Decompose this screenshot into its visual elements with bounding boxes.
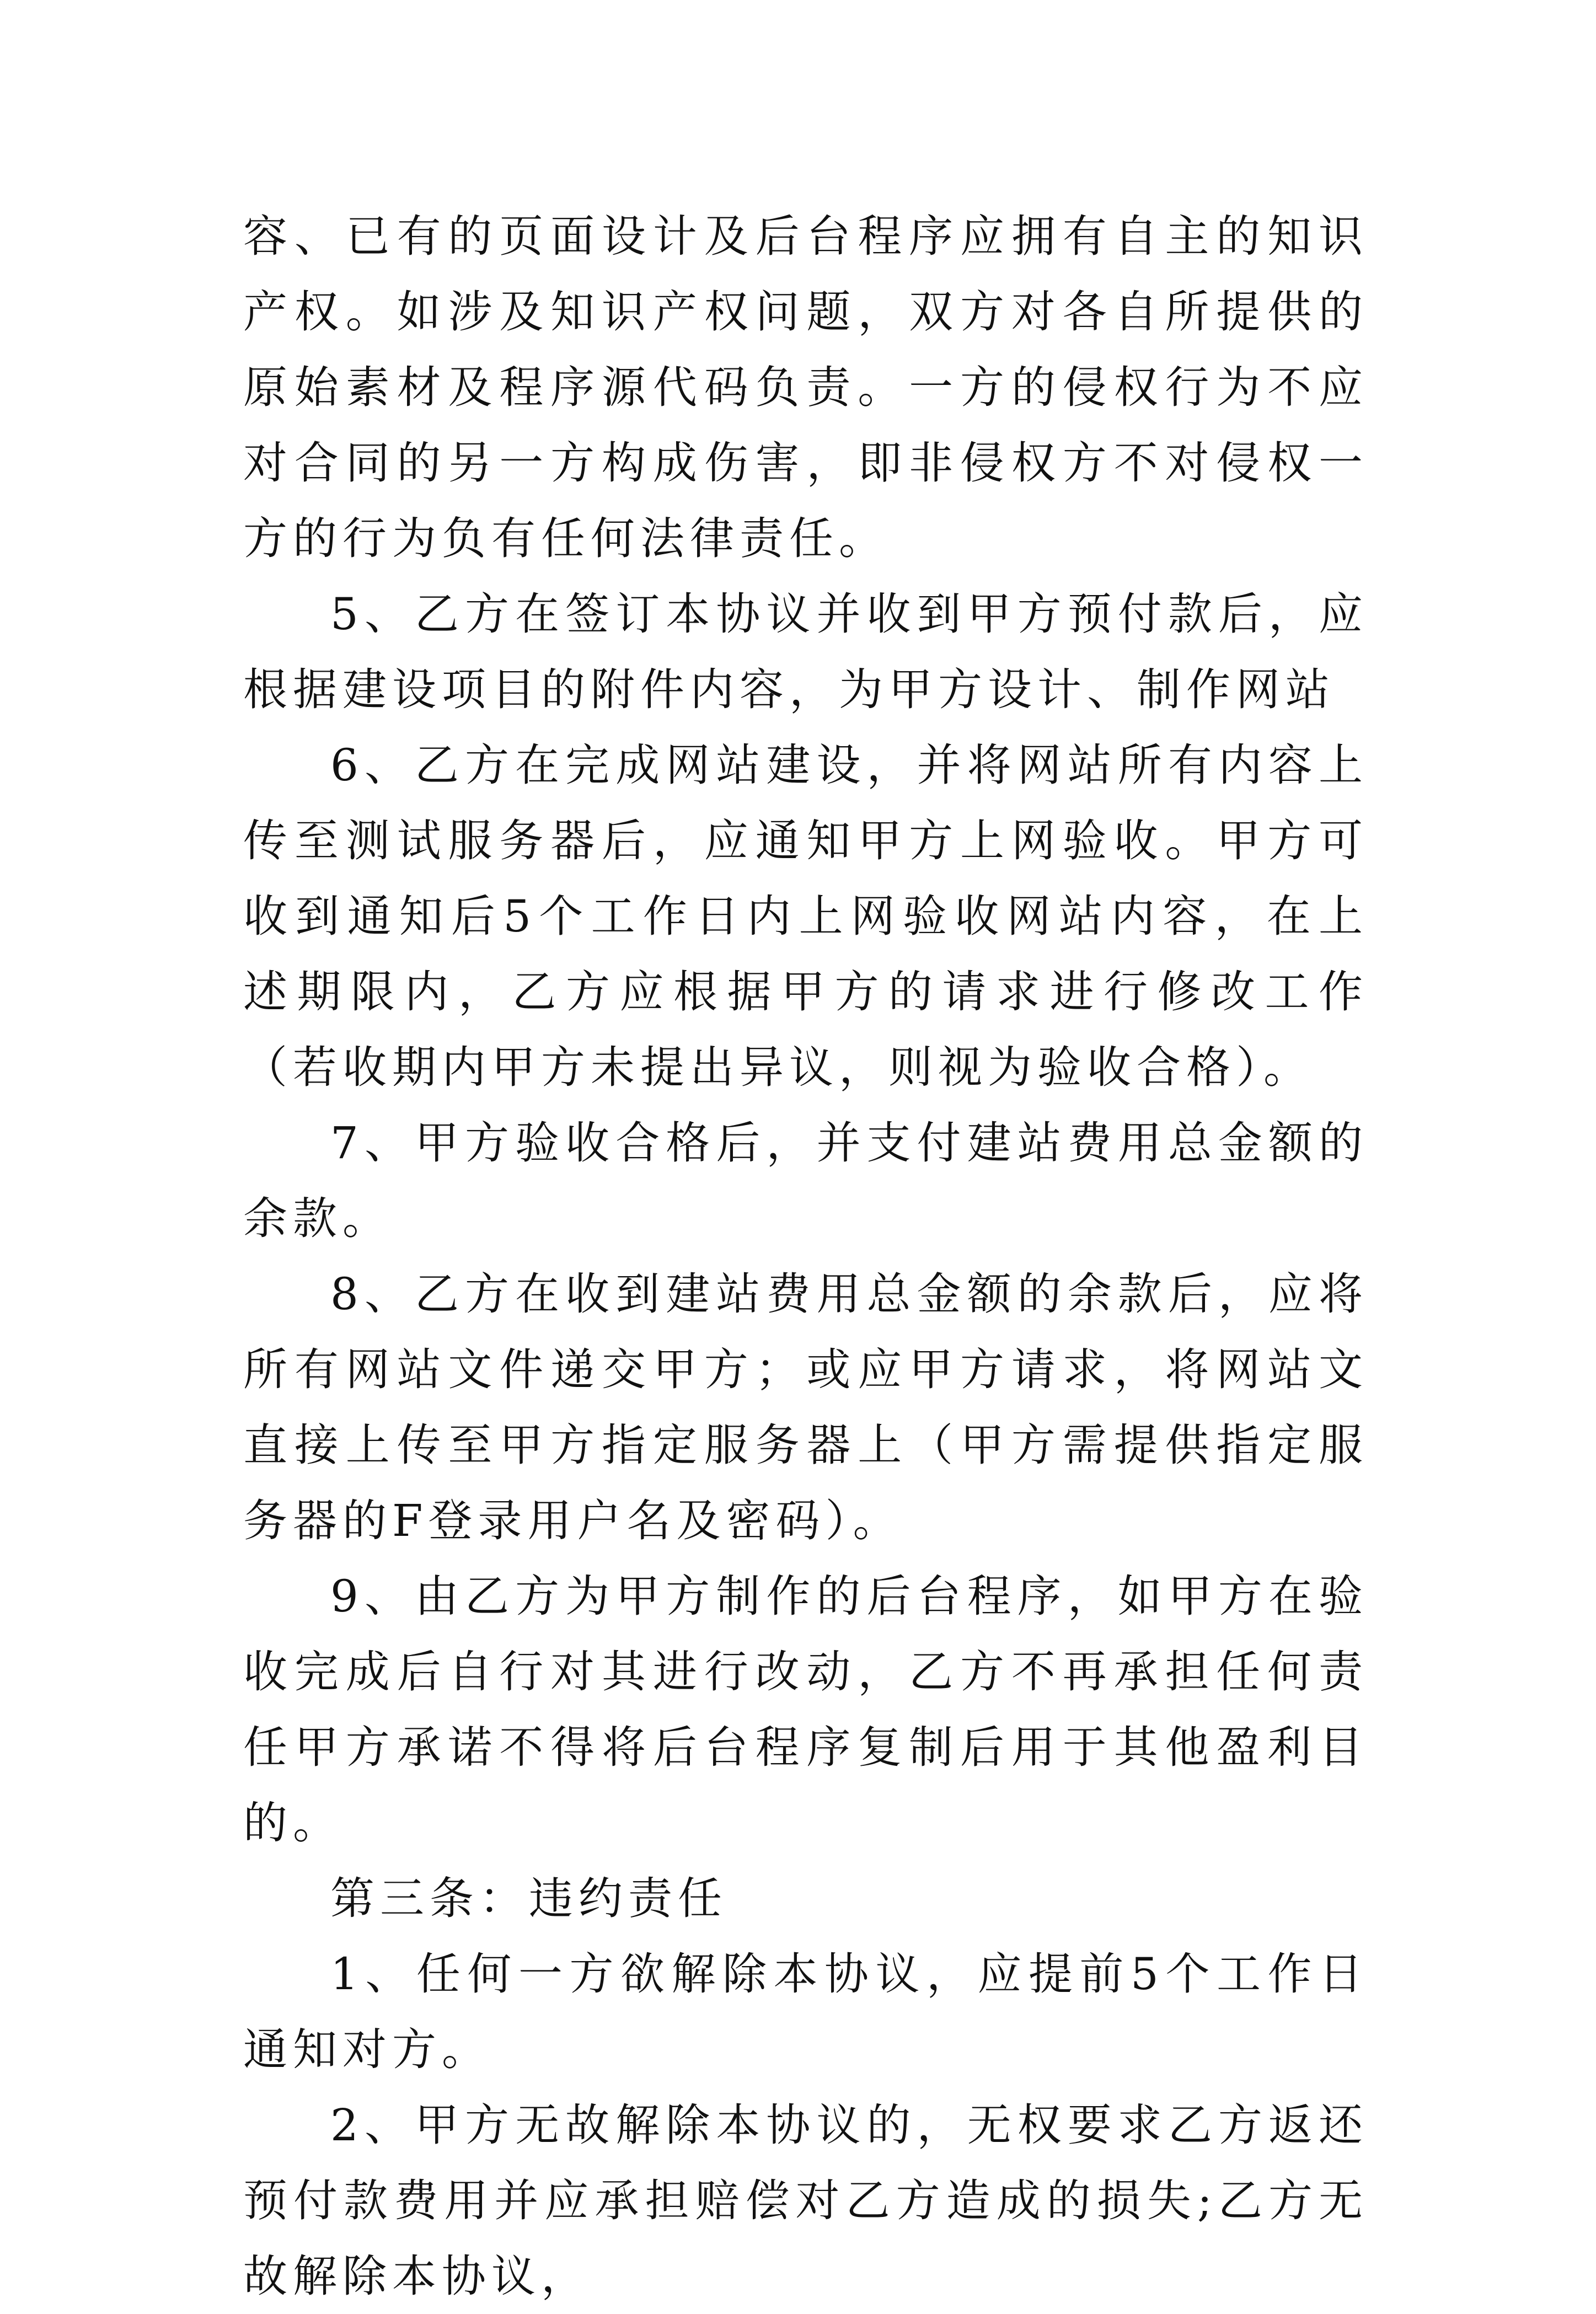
paragraph-article-3-clause-2: 2、甲方无故解除本协议的，无权要求乙方返还预付款费用并应承担赔偿对乙方造成的损失;乙方无故解除本协议，: [243, 2099, 1368, 2302]
paragraph-clause-9: 9、由乙方为甲方制作的后台程序，如甲方在验收完成后自行对其进行改动，乙方不再承担任何责任甲方承诺不得将后台程序复制后用于其他盈利目的。: [243, 1571, 1368, 1849]
paragraph-clause-7: 7、甲方验收合格后，并支付建站费用总金额的余款。: [243, 1117, 1368, 1244]
section-heading-article-3: 第三条：违约责任: [330, 1873, 727, 1924]
document-body: [243, 199, 1368, 2314]
paragraph-article-3-clause-1: 1、任何一方欲解除本协议，应提前5个工作日通知对方。: [243, 1948, 1368, 2075]
paragraph-clause-6: 6、乙方在完成网站建设，并将网站所有内容上传至测试服务器后，应通知甲方上网验收。甲方可收到通知后5个工作日内上网验收网站内容，在上述期限内，乙方应根据甲方的请求进行修改工作（若收期内甲方未提出异议，则视为验收合格）。: [243, 740, 1368, 1093]
paragraph-continued: 容、已有的页面设计及后台程序应拥有自主的知识产权。如涉及知识产权问题，双方对各自所提供的原始素材及程序源代码负责。一方的侵权行为不应对合同的另一方构成伤害，即非侵权方不对侵权一方的行为负有任何法律责任。: [243, 211, 1368, 564]
paragraph-clause-8: 8、乙方在收到建站费用总金额的余款后，应将所有网站文件递交甲方；或应甲方请求，将网站文直接上传至甲方指定服务器上（甲方需提供指定服务器的F登录用户名及密码）。: [243, 1268, 1368, 1546]
paragraph-clause-5: 5、乙方在签订本协议并收到甲方预付款后，应根据建设项目的附件内容，为甲方设计、制作网站: [243, 588, 1368, 715]
